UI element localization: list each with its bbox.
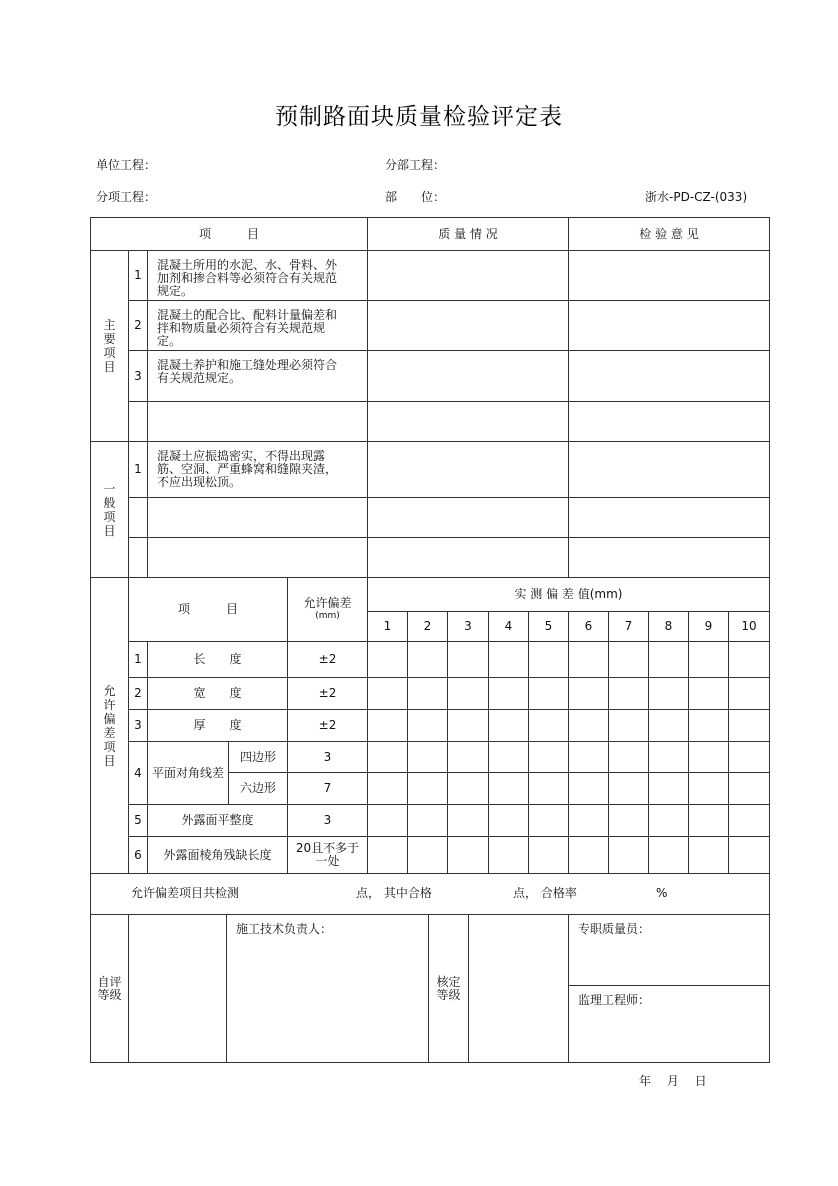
qc-inspector-signature (568, 914, 770, 986)
tolerance-row-no-text: 1 (134, 652, 142, 666)
measured-value-field[interactable] (648, 836, 689, 874)
tolerance-row-allowed (287, 836, 368, 874)
form-code: 浙水-PD-CZ-(033) (645, 190, 748, 204)
summary-row (90, 873, 770, 915)
date-label: 年 月 日 (639, 1074, 707, 1088)
tolerance-row-name (147, 741, 229, 805)
self-grade-field[interactable] (128, 914, 227, 1063)
measured-value-field[interactable] (568, 709, 609, 742)
measured-value-field[interactable] (447, 804, 489, 837)
summary-label: % (656, 886, 668, 900)
tolerance-allowed-header (287, 577, 368, 642)
tolerance-category-text: 允许偏差项目 (103, 683, 116, 768)
general-item-quality-field[interactable] (367, 537, 569, 578)
general-item-text-text: 混凝土应振捣密实，不得出现露筋、空洞、严重蜂窝和缝隙夹渣，不应出现松顶。 (157, 449, 338, 489)
tolerance-row-no (128, 709, 148, 742)
measured-column-header (688, 611, 729, 642)
tolerance-item-header (128, 577, 288, 642)
tolerance-row-name (147, 804, 288, 837)
tolerance-row-allowed-text: ±2 (318, 686, 337, 700)
division-project-label: 分部工程： (385, 158, 446, 172)
tolerance-row-no-text: 5 (134, 813, 142, 827)
tolerance-subrow-name-text: 四边形 (239, 749, 276, 764)
tolerance-subrow-allowed (287, 772, 368, 805)
tolerance-row-allowed (287, 641, 368, 678)
measured-value-field[interactable] (488, 836, 529, 874)
measured-column-header (447, 611, 489, 642)
self-grade-label-text: 自评等级 (97, 974, 122, 1002)
qc-inspector-signature-text: 专职质量员： (578, 922, 651, 936)
measured-value-field[interactable] (728, 709, 770, 742)
measured-value-field[interactable] (568, 772, 609, 805)
general-item-no (128, 537, 148, 578)
tolerance-row-name (147, 836, 288, 874)
measured-column-header-text: 4 (504, 619, 513, 633)
self-grade-label (90, 914, 129, 1063)
tolerance-row-name-text: 长 度 (193, 652, 242, 666)
subitem-project-label: 分项工程： (96, 190, 157, 204)
measured-value-field[interactable] (488, 772, 529, 805)
measured-value-field[interactable] (528, 741, 569, 773)
summary-label: 允许偏差项目共检测 (131, 886, 240, 900)
general-item-text (147, 497, 368, 538)
tolerance-row-no (128, 641, 148, 678)
general-item-opinion-field[interactable] (568, 497, 770, 538)
header-quality (367, 217, 569, 251)
tolerance-row-no (128, 677, 148, 710)
measured-value-field[interactable] (528, 709, 569, 742)
tolerance-row-allowed (287, 709, 368, 742)
tolerance-row-no (128, 741, 148, 805)
general-item-no-text: 1 (134, 462, 142, 476)
tolerance-row-name-text: 外露面平整度 (181, 813, 254, 827)
measured-value-field[interactable] (528, 772, 569, 805)
measured-value-field[interactable] (728, 836, 770, 874)
measured-value-field[interactable] (488, 641, 529, 678)
measured-value-field[interactable] (407, 741, 448, 773)
measured-value-field[interactable] (488, 741, 529, 773)
main-item-no (128, 250, 148, 301)
tolerance-subrow-allowed (287, 741, 368, 773)
header-quality-text: 质 量 情 况 (438, 226, 498, 241)
measured-column-header-text: 5 (544, 619, 553, 633)
tolerance-row-allowed-text: ±2 (318, 718, 337, 732)
measured-value-field[interactable] (528, 836, 569, 874)
tolerance-row-no-text: 4 (134, 765, 142, 780)
main-item-text-text: 混凝土的配合比、配料计量偏差和拌和物质量必须符合有关规范规定。 (157, 308, 338, 348)
general-category (90, 441, 129, 578)
tolerance-subrow-allowed-text: 3 (323, 749, 332, 764)
main-item-text (147, 401, 368, 442)
tolerance-row-name (147, 641, 288, 678)
measured-value-field[interactable] (568, 641, 609, 678)
measured-value-field[interactable] (488, 804, 529, 837)
tolerance-row-allowed (287, 677, 368, 710)
header-opinion-text: 检 验 意 见 (639, 226, 699, 241)
measured-value-field[interactable] (568, 741, 609, 773)
general-item-opinion-field[interactable] (568, 537, 770, 578)
measured-column-header-text: 9 (704, 619, 713, 633)
measured-column-header (568, 611, 609, 642)
verified-grade-field[interactable] (468, 914, 569, 1063)
main-category-text: 主要项目 (103, 318, 116, 374)
allowed-header-text: 允许偏差 (303, 595, 352, 610)
measured-value-field[interactable] (608, 741, 649, 773)
measured-value-field[interactable] (648, 677, 689, 710)
main-item-no-text: 1 (134, 268, 142, 282)
measured-value-field[interactable] (648, 741, 689, 773)
measured-value-field[interactable] (488, 677, 529, 710)
measured-value-field[interactable] (447, 772, 489, 805)
main-item-text-text: 混凝土所用的水泥、水、骨料、外加剂和掺合料等必须符合有关规范规定。 (157, 258, 338, 298)
measured-column-header (528, 611, 569, 642)
tech-lead-signature-text: 施工技术负责人： (236, 922, 333, 936)
measured-header-text: 实 测 偏 差 值(mm) (514, 587, 623, 601)
main-item-opinion-field[interactable] (568, 250, 770, 301)
general-item-quality-field[interactable] (367, 441, 569, 498)
tolerance-row-no-text: 2 (134, 686, 142, 700)
measured-value-field[interactable] (648, 804, 689, 837)
tolerance-row-allowed-text: 3 (323, 813, 332, 827)
supervisor-signature (568, 985, 770, 1063)
measured-value-field[interactable] (407, 836, 448, 874)
general-item-no (128, 497, 148, 538)
header-item-text: 项 目 (198, 226, 259, 241)
main-item-no (128, 300, 148, 351)
measured-value-field[interactable] (568, 836, 609, 874)
measured-value-field[interactable] (568, 804, 609, 837)
measured-value-field[interactable] (528, 804, 569, 837)
measured-column-header (728, 611, 770, 642)
measured-value-field[interactable] (688, 677, 729, 710)
general-item-no (128, 441, 148, 498)
main-item-text (147, 350, 368, 402)
measured-value-field[interactable] (608, 709, 649, 742)
measured-value-field[interactable] (407, 677, 448, 710)
tolerance-row-no (128, 804, 148, 837)
measured-value-field[interactable] (728, 804, 770, 837)
main-item-text (147, 250, 368, 301)
measured-value-field[interactable] (528, 641, 569, 678)
main-item-text (147, 300, 368, 351)
measured-value-field[interactable] (407, 772, 448, 805)
measured-value-field[interactable] (728, 641, 770, 678)
measured-value-field[interactable] (688, 709, 729, 742)
measured-value-field[interactable] (367, 804, 408, 837)
tech-lead-signature (226, 914, 429, 1063)
general-item-text (147, 537, 368, 578)
measured-value-field[interactable] (447, 709, 489, 742)
measured-value-field[interactable] (367, 836, 408, 874)
measured-value-field[interactable] (728, 772, 770, 805)
tolerance-row-allowed-text: 20且不多于一处 (295, 841, 360, 868)
tolerance-row-allowed (287, 804, 368, 837)
measured-value-field[interactable] (608, 641, 649, 678)
main-item-no-text: 2 (134, 318, 142, 332)
measured-value-field[interactable] (608, 836, 649, 874)
measured-value-field[interactable] (528, 677, 569, 710)
measured-column-header-text: 3 (464, 619, 472, 633)
measured-column-header (407, 611, 448, 642)
measured-value-field[interactable] (688, 836, 729, 874)
main-item-quality-field[interactable] (367, 350, 569, 402)
main-category (90, 250, 129, 442)
measured-value-field[interactable] (367, 677, 408, 710)
general-item-quality-field[interactable] (367, 497, 569, 538)
tolerance-row-name-text: 宽 度 (193, 686, 242, 700)
unit-project-label: 单位工程： (96, 158, 157, 172)
measured-value-field[interactable] (447, 677, 489, 710)
measured-column-header-text: 8 (664, 619, 673, 633)
general-category-text: 一般项目 (103, 481, 116, 538)
tolerance-row-no-text: 6 (134, 847, 142, 862)
measured-column-header-text: 1 (383, 619, 392, 633)
measured-value-field[interactable] (447, 641, 489, 678)
main-item-text-text: 混凝土养护和施工缝处理必须符合有关规范规定。 (157, 358, 338, 385)
header-item (90, 217, 368, 251)
tolerance-row-name (147, 677, 288, 710)
tolerance-row-name-text: 厚 度 (193, 718, 242, 732)
measured-value-field[interactable] (367, 641, 408, 678)
measured-value-field[interactable] (648, 709, 689, 742)
measured-value-field[interactable] (608, 804, 649, 837)
tolerance-category (90, 577, 129, 874)
measured-value-field[interactable] (608, 772, 649, 805)
measured-value-field[interactable] (648, 772, 689, 805)
tolerance-subrow-allowed-text: 7 (323, 781, 332, 795)
tolerance-subrow-name-text: 六边形 (239, 781, 276, 795)
measured-header (367, 577, 770, 612)
measured-value-field[interactable] (608, 677, 649, 710)
measured-value-field[interactable] (367, 709, 408, 742)
tolerance-subrow-name (228, 741, 288, 773)
supervisor-signature-text: 监理工程师： (578, 993, 651, 1007)
main-item-no (128, 401, 148, 442)
general-item-opinion-field[interactable] (568, 441, 770, 498)
measured-column-header-text: 6 (584, 619, 593, 633)
measured-value-field[interactable] (407, 804, 448, 837)
main-item-opinion-field[interactable] (568, 300, 770, 351)
main-item-opinion-field[interactable] (568, 350, 770, 402)
main-item-quality-field[interactable] (367, 250, 569, 301)
measured-value-field[interactable] (407, 641, 448, 678)
measured-value-field[interactable] (688, 772, 729, 805)
summary-label: 点， 合格率 (513, 886, 577, 900)
measured-value-field[interactable] (728, 741, 770, 773)
main-item-no-text: 3 (134, 368, 142, 383)
measured-value-field[interactable] (488, 709, 529, 742)
tolerance-row-no (128, 836, 148, 874)
allowed-unit-text: (mm) (315, 610, 340, 621)
tolerance-row-name-text: 平面对角线差 (151, 765, 224, 780)
general-item-text (147, 441, 368, 498)
measured-value-field[interactable] (447, 836, 489, 874)
measured-value-field[interactable] (407, 709, 448, 742)
measured-value-field[interactable] (367, 741, 408, 773)
measured-value-field[interactable] (728, 677, 770, 710)
main-item-opinion-field[interactable] (568, 401, 770, 442)
measured-value-field[interactable] (447, 741, 489, 773)
measured-value-field[interactable] (688, 804, 729, 837)
location-label: 部 位： (385, 190, 446, 204)
main-item-no (128, 350, 148, 402)
tolerance-row-allowed-text: ±2 (318, 652, 337, 666)
measured-column-header (488, 611, 529, 642)
measured-column-header-text: 2 (423, 619, 432, 633)
verified-grade-label-text: 核定等级 (436, 974, 461, 1002)
measured-value-field[interactable] (568, 677, 609, 710)
measured-column-header-text: 10 (741, 619, 757, 633)
measured-column-header-text: 7 (624, 619, 633, 633)
measured-column-header (608, 611, 649, 642)
measured-value-field[interactable] (688, 641, 729, 678)
measured-column-header (367, 611, 408, 642)
measured-column-header (648, 611, 689, 642)
measured-value-field[interactable] (367, 772, 408, 805)
measured-value-field[interactable] (688, 741, 729, 773)
tolerance-item-header-text: 项 目 (177, 602, 238, 616)
main-item-quality-field[interactable] (367, 401, 569, 442)
header-opinion (568, 217, 770, 251)
form-title: 预制路面块质量检验评定表 (275, 104, 563, 130)
tolerance-row-name-text: 外露面棱角残缺长度 (163, 847, 272, 862)
tolerance-row-name (147, 709, 288, 742)
verified-grade-label (428, 914, 469, 1063)
main-item-quality-field[interactable] (367, 300, 569, 351)
summary-label: 点， 其中合格 (356, 886, 432, 900)
measured-value-field[interactable] (648, 641, 689, 678)
tolerance-subrow-name (228, 772, 288, 805)
tolerance-row-no-text: 3 (134, 718, 142, 732)
